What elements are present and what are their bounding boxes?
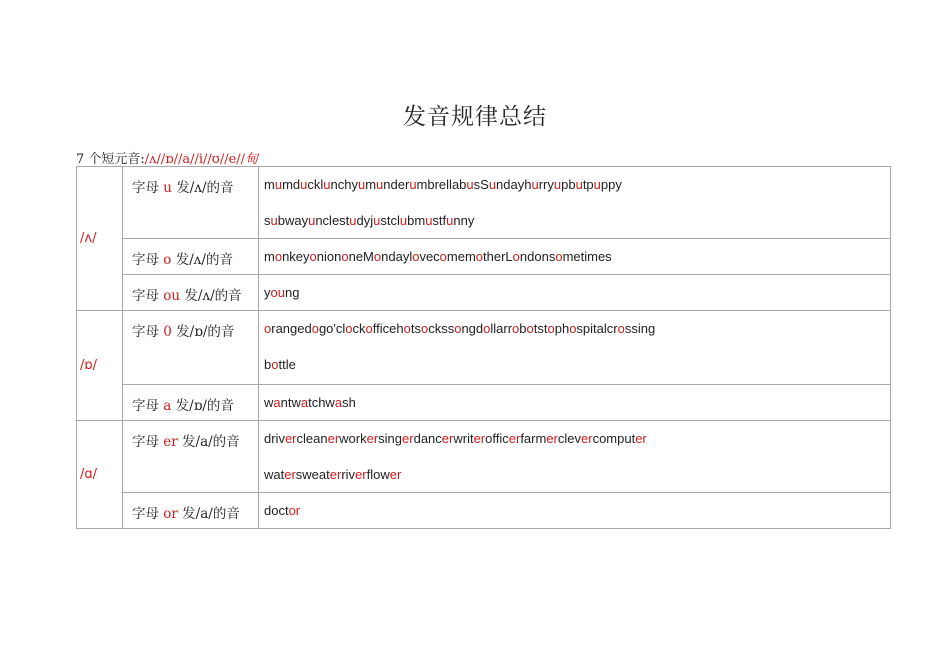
example-words-line	[264, 431, 890, 451]
spelling-rule-cell	[123, 275, 259, 311]
word-text: 字母	[132, 252, 164, 268]
highlight-letters: u	[575, 177, 583, 192]
word-text: 字母	[132, 434, 164, 450]
highlight-letters: er	[284, 467, 296, 482]
word-text: nkey	[282, 249, 310, 264]
word-text: fficeh	[372, 321, 404, 336]
word-text: 发/ʌ/的音	[180, 288, 242, 304]
word-text: writ	[453, 431, 474, 446]
word-text: 发/a/的音	[177, 506, 240, 522]
example-words-line	[264, 213, 890, 233]
highlight-letters: ou	[163, 288, 181, 304]
word-text: 发/ʌ/的音	[171, 252, 233, 268]
word-text: llarr	[490, 321, 513, 336]
highlight-letters: o	[555, 249, 563, 264]
table-body	[77, 167, 891, 529]
highlight-letters: u	[300, 177, 308, 192]
highlight-letters: 0	[163, 324, 172, 340]
word-text: m	[264, 177, 275, 192]
word-text: ckl	[307, 177, 324, 192]
subtitle	[76, 148, 258, 167]
highlight-letters: a	[300, 395, 309, 410]
word-text: therL	[483, 249, 513, 264]
word-text: rry	[538, 177, 554, 192]
highlight-letters: er	[284, 431, 297, 446]
word-text: sS	[473, 177, 489, 192]
table-row	[77, 421, 891, 493]
word-text: comput	[592, 431, 636, 446]
highlight-letters: er	[441, 431, 454, 446]
highlight-letters: o	[309, 249, 317, 264]
table-row	[77, 311, 891, 385]
highlight-letters: a	[334, 395, 343, 410]
highlight-letters: o	[274, 249, 283, 264]
highlight-letters: o	[483, 321, 491, 336]
highlight-letters: er	[327, 431, 340, 446]
word-text: ppy	[600, 177, 622, 192]
highlight-letters: o	[403, 321, 411, 336]
word-text: tchw	[308, 395, 335, 410]
word-text: s	[264, 213, 271, 228]
highlight-letters: o	[569, 321, 577, 336]
word-text: w	[264, 395, 274, 410]
highlight-letters: o	[547, 321, 555, 336]
highlight-letters: o	[345, 321, 353, 336]
word-text: danc	[413, 431, 442, 446]
highlight-letters: o	[420, 321, 429, 336]
page-title: 发音规律总结	[403, 104, 547, 130]
word-text: driv	[264, 431, 285, 446]
word-text: 字母	[132, 288, 164, 304]
example-words-cell	[259, 239, 891, 275]
word-text: dyj	[356, 213, 374, 228]
highlight-letters: er	[581, 431, 593, 446]
highlight-letters: o	[341, 249, 349, 264]
highlight-letters: er	[389, 467, 402, 482]
highlight-letters: u	[399, 213, 408, 228]
highlight-letters: u	[488, 177, 497, 192]
highlight-letters: er	[635, 431, 647, 446]
word-text: ng	[284, 285, 300, 300]
highlight-letters: er	[508, 431, 521, 446]
highlight-letters: o	[271, 357, 279, 372]
example-words-line	[264, 357, 890, 377]
word-text: wat	[264, 467, 285, 482]
word-text: 发/ʌ/的音	[172, 180, 234, 196]
highlight-letters: o	[439, 249, 447, 264]
word-text: work	[339, 431, 367, 446]
example-words-line	[264, 285, 890, 305]
word-text: bway	[277, 213, 309, 228]
highlight-letters: o	[412, 249, 420, 264]
word-text: 发/ɒ/的音	[171, 398, 234, 414]
highlight-letters: o	[526, 321, 534, 336]
word-text: 字母	[132, 398, 164, 414]
word-text: sing	[378, 431, 403, 446]
highlight-letters: er	[355, 467, 367, 482]
highlight-letters: u	[270, 213, 278, 228]
spelling-rule-cell	[123, 167, 259, 239]
word-text: mem	[446, 249, 476, 264]
highlight-letters: u	[163, 180, 172, 196]
example-words-cell	[259, 421, 891, 493]
table-row	[77, 239, 891, 275]
word-text: spitalcr	[576, 321, 618, 336]
highlight-letters: u	[446, 213, 454, 228]
table-row	[77, 275, 891, 311]
word-text: 发/a/的音	[177, 434, 240, 450]
highlight-letters: o	[264, 321, 272, 336]
vowel-sound-cell: /ɒ/	[77, 311, 123, 421]
vowel-sound-cell: /ɑ/	[77, 421, 123, 529]
word-text: doct	[264, 503, 289, 518]
highlight-letters: u	[376, 177, 384, 192]
word-text: ntw	[280, 395, 301, 410]
highlight-letters: u	[553, 177, 562, 192]
pronunciation-table	[76, 166, 891, 529]
word-text: ttle	[278, 357, 296, 372]
word-text: ndons	[519, 249, 556, 264]
highlight-letters: ou	[270, 285, 285, 300]
word-text: flow	[366, 467, 390, 482]
word-text: clean	[296, 431, 328, 446]
spelling-rule-cell	[123, 385, 259, 421]
word-text: 字母	[132, 324, 164, 340]
example-words-line	[264, 395, 890, 415]
highlight-letters: u	[349, 213, 357, 228]
vowel-sound-cell: /ʌ/	[77, 167, 123, 311]
highlight-letters: or	[288, 503, 301, 518]
word-text: nclest	[315, 213, 350, 228]
word-text: mbrellab	[416, 177, 467, 192]
spelling-rule-cell	[123, 421, 259, 493]
word-text: 字母	[132, 180, 164, 196]
example-words-line	[264, 249, 890, 269]
spelling-rule-cell	[123, 493, 259, 529]
word-text: tst	[533, 321, 548, 336]
example-words-line	[264, 177, 890, 197]
subtitle-sounds: /ʌ//ɒ//a//i//ʊ//e//	[144, 152, 246, 167]
spelling-rule-cell	[123, 311, 259, 385]
word-text: ssing	[624, 321, 656, 336]
word-text: pb	[561, 177, 576, 192]
word-text: ck	[352, 321, 366, 336]
word-text: md	[282, 177, 301, 192]
subtitle-tail: 甸	[245, 152, 259, 167]
highlight-letters: u	[373, 213, 381, 228]
word-text: nny	[453, 213, 475, 228]
spelling-rule-cell	[123, 239, 259, 275]
word-text: bm	[407, 213, 426, 228]
highlight-letters: or	[163, 506, 178, 522]
highlight-letters: o	[475, 249, 484, 264]
example-words-line	[264, 467, 890, 487]
highlight-letters: o	[311, 321, 319, 336]
word-text: sh	[342, 395, 356, 410]
example-words-line	[264, 503, 890, 523]
highlight-letters: o	[512, 249, 520, 264]
example-words-cell	[259, 311, 891, 385]
word-text: nion	[316, 249, 342, 264]
highlight-letters: u	[466, 177, 474, 192]
word-text: ranged	[271, 321, 312, 336]
highlight-letters: u	[323, 177, 331, 192]
word-text: clev	[557, 431, 581, 446]
highlight-letters: o	[163, 252, 172, 268]
word-text: metimes	[562, 249, 612, 264]
subtitle-prefix: 7 个短元音:	[76, 152, 145, 167]
example-words-cell	[259, 167, 891, 239]
word-text: 发/ɒ/的音	[171, 324, 235, 340]
table-row	[77, 493, 891, 529]
word-text: riv	[341, 467, 356, 482]
word-text: go'cl	[318, 321, 346, 336]
highlight-letters: u	[531, 177, 539, 192]
highlight-letters: er	[546, 431, 558, 446]
word-text: b	[519, 321, 527, 336]
highlight-letters: er	[402, 431, 414, 446]
highlight-letters: o	[373, 249, 382, 264]
highlight-letters: a	[163, 398, 172, 414]
example-words-cell	[259, 275, 891, 311]
word-text: ngd	[461, 321, 484, 336]
highlight-letters: o	[512, 321, 520, 336]
highlight-letters: u	[409, 177, 417, 192]
highlight-letters: er	[163, 434, 178, 450]
word-text: m	[264, 249, 275, 264]
word-text: ckss	[428, 321, 455, 336]
word-text: y	[264, 285, 271, 300]
word-text: farm	[520, 431, 547, 446]
word-text: b	[264, 357, 272, 372]
word-text: offic	[485, 431, 509, 446]
word-text: nder	[383, 177, 410, 192]
word-text: m	[365, 177, 377, 192]
word-text: tp	[582, 177, 594, 192]
highlight-letters: er	[366, 431, 379, 446]
highlight-letters: u	[357, 177, 366, 192]
word-text: stf	[432, 213, 447, 228]
highlight-letters: u	[425, 213, 433, 228]
word-text: ph	[554, 321, 570, 336]
word-text: nchy	[330, 177, 358, 192]
table-row	[77, 167, 891, 239]
word-text: ndayh	[496, 177, 532, 192]
highlight-letters: o	[454, 321, 462, 336]
highlight-letters: u	[274, 177, 283, 192]
word-text: vec	[419, 249, 440, 264]
highlight-letters: u	[308, 213, 316, 228]
word-text: neM	[348, 249, 374, 264]
word-text: ts	[410, 321, 421, 336]
word-text: ndayl	[381, 249, 413, 264]
word-text: 字母	[132, 506, 164, 522]
highlight-letters: o	[365, 321, 373, 336]
example-words-line	[264, 321, 890, 341]
word-text: sweat	[295, 467, 330, 482]
highlight-letters: o	[617, 321, 625, 336]
word-text: stcl	[380, 213, 400, 228]
highlight-letters: er	[473, 431, 486, 446]
table-row	[77, 385, 891, 421]
highlight-letters: a	[273, 395, 281, 410]
example-words-cell	[259, 493, 891, 529]
highlight-letters: u	[593, 177, 601, 192]
highlight-letters: er	[329, 467, 342, 482]
example-words-cell	[259, 385, 891, 421]
